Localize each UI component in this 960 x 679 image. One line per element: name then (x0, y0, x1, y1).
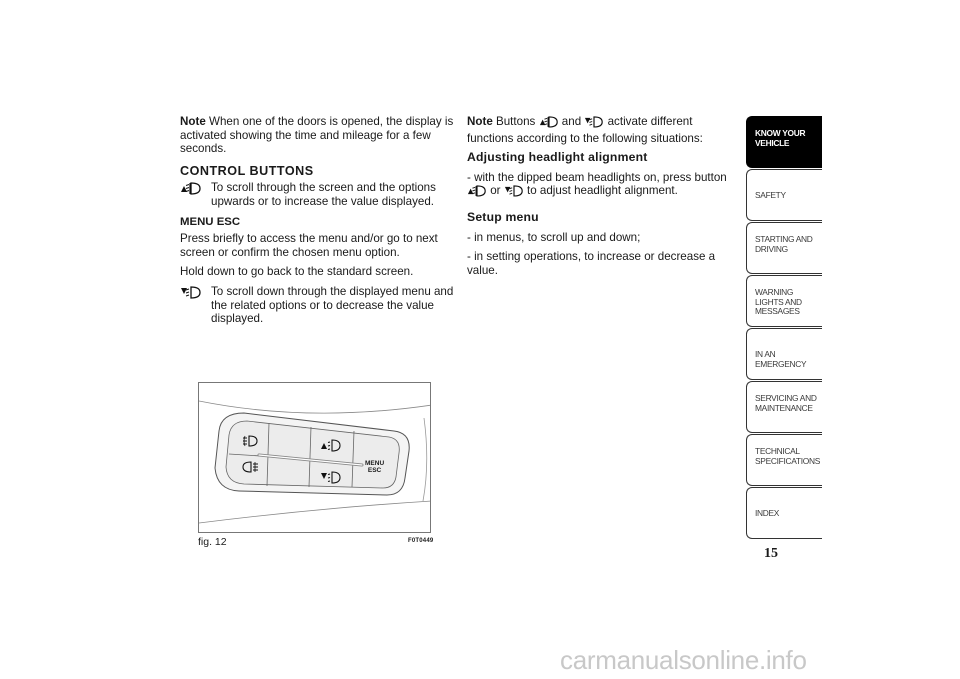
watermark: carmanualsonline.info (560, 645, 807, 675)
menu-esc-text-2: Hold down to go back to the standard screen. (180, 265, 414, 279)
headlight-alignment-heading: Adjusting headlight alignment (467, 150, 648, 165)
headlight-alignment-up-icon (467, 184, 487, 201)
note-label: Note (180, 115, 206, 128)
tab-know-your-vehicle[interactable]: KNOW YOUR VEHICLE (746, 116, 822, 168)
esc-label: ESC (367, 467, 382, 474)
up-button-description (180, 181, 455, 208)
menu-esc-heading: MENU ESC (180, 215, 241, 228)
menu-label: MENU (365, 460, 385, 467)
setup-menu-heading: Setup menu (467, 209, 539, 224)
down-button-description (180, 285, 455, 326)
tab-technical-specifications[interactable]: TECHNICAL SPECIFICATIONS (746, 434, 822, 486)
headlight-alignment-down-icon (504, 184, 524, 201)
down-button-text: To scroll down through the displayed menu and the related options or to decrease the value displayed. (211, 284, 454, 326)
right-note-label: Note (467, 115, 493, 128)
right-note-paragraph (467, 115, 729, 145)
tab-warning-lights[interactable]: WARNING LIGHTS AND MESSAGES (746, 275, 822, 327)
page-number: 15 (764, 546, 778, 561)
menu-esc-label (365, 460, 384, 474)
align-text-1: - with the dipped beam headlights on, press button (467, 170, 727, 184)
menu-esc-text-1: Press briefly to access the menu and/or go to next screen or confirm the chosen menu option. (180, 232, 438, 259)
tab-index[interactable]: INDEX (746, 487, 822, 539)
tab-starting-and-driving[interactable]: STARTING AND DRIVING (746, 222, 822, 274)
right-column (467, 115, 729, 283)
setup-text-1: - in menus, to scroll up and down; (467, 230, 641, 244)
tab-in-an-emergency[interactable]: IN AN EMERGENCY (746, 328, 822, 380)
align-or: or (490, 184, 501, 198)
up-button-text: To scroll through the screen and the options upwards or to increase the value displayed. (211, 181, 436, 208)
left-column (180, 115, 455, 333)
headlight-alignment-down-icon (180, 285, 202, 303)
right-note-and: and (561, 115, 582, 128)
headlight-alignment-up-icon (180, 181, 202, 199)
right-note-rest: activate different functions according to the following situations: (467, 115, 703, 145)
control-panel-illustration (199, 383, 431, 533)
headlight-alignment-paragraph (467, 171, 729, 201)
right-note-buttons: Buttons (496, 115, 536, 128)
note-paragraph (180, 115, 455, 156)
tab-safety[interactable]: SAFETY (746, 169, 822, 221)
figure-caption: fig. 12 (198, 536, 227, 548)
setup-text-2: - in setting operations, to increase or decrease a value. (467, 250, 716, 277)
control-buttons-heading: CONTROL BUTTONS (180, 163, 314, 178)
headlight-alignment-down-icon (584, 115, 604, 132)
figure-code: F0T0449 (408, 538, 434, 544)
headlight-alignment-up-icon (539, 115, 559, 132)
tab-servicing-and-maintenance[interactable]: SERVICING AND MAINTENANCE (746, 381, 822, 433)
control-panel-figure (198, 382, 431, 533)
align-text-2: to adjust headlight alignment. (527, 184, 678, 198)
section-tabs (746, 116, 822, 540)
note-text: When one of the doors is opened, the display is activated showing the time and mileage for a few seconds. (180, 115, 454, 156)
